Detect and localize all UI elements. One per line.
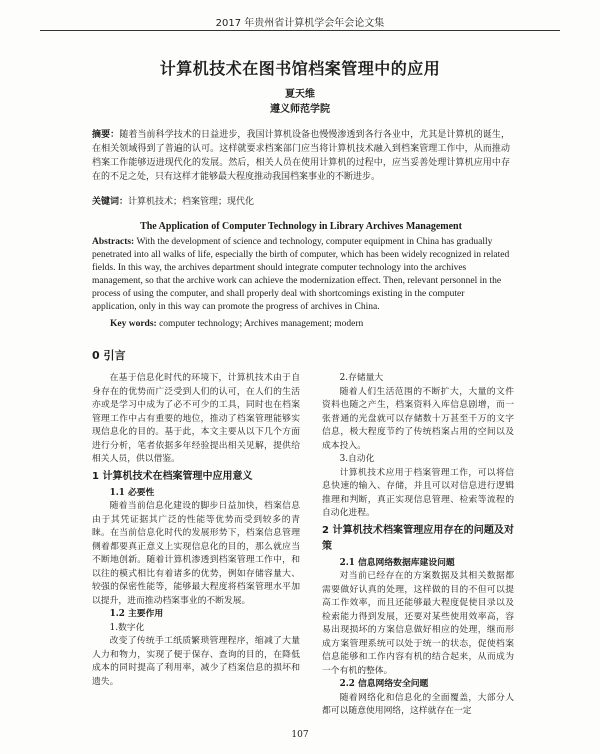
keywords-en-label: Key words: [110, 319, 157, 329]
author-affiliation: 遵义师范学院 [270, 104, 330, 115]
page-number: 107 [291, 730, 309, 740]
keywords-cn-label: 关键词： [92, 197, 129, 207]
keywords-cn-text: 计算机技术；档案管理；现代化 [128, 197, 255, 207]
english-title: The Application of Computer Technology in Library Archives Management [140, 221, 462, 232]
keywords-en-text: computer technology; Archives management; modern [159, 319, 364, 329]
abstract-en-label: Abstracts: [92, 237, 135, 247]
item-3-heading: 3.自动化 [339, 454, 375, 464]
item-1-paragraph: 改变了传统手工纸质繁琐管理程序，缩减了大量人力和物力，实现了便于保存、查询的目的，在降低成本的同时提高了利用率，减少了档案信息的损坏和遗失。 [92, 636, 300, 687]
abstract-en [92, 236, 510, 314]
right-column [322, 372, 514, 719]
keywords-en [110, 318, 510, 331]
abstract-cn [92, 128, 510, 184]
subsection-2-1-paragraph: 对当前已经存在的方案数据及其相关数据都需要做好认真的处理，这样做的目的不但可以提高工作效率，而且还能够最大程度促使目录以及检索能力得到发展，还要对某些使用效率高，容易出现损坏的方案信息做好相应的处理，继而形成方案管理系统可以处于统一的状态，促使档案信息能够和工作内容有机的结合起来，从而成为一个有机的整体。 [322, 571, 514, 676]
subsection-1-1: 1.1 必要性 [109, 487, 155, 498]
abstract-cn-text: 随着当前科学技术的日益进步，我国计算机设备也慢慢渗透到各行各业中，尤其是计算机的诞生，在相关领域得到了普遍的认可。这样就要求档案部门应当将计算机技术融入到档案管理工作中，从而推动档案工作能够迈进现代化的发展。然后，相关人员在使用计算机的过程中，应当妥善处理计算机应用中存在的不足之处，只有这样才能够最大程度推动我国档案事业的不断进步。 [92, 130, 510, 182]
header-rule [40, 30, 560, 31]
subsection-1-2: 1.2 主要作用 [109, 609, 164, 619]
subsection-1-1-paragraph: 随着当前信息化建设的脚步日益加快，档案信息由于其凭证据其广泛的性能等优势而受到较多的青睐。在当前信息化时代的发展形势下，档案信息管理侧着都要真正意义上实现信息化的目的，那么就应当不断地创新。随着计算机渗透到档案管理工作中，和以往的模式相比有着诸多的优势，例如存储容量大、较强的保密性能等，能够最大程度将档案管理水平加以提升，进而推动档案事业的不断发展。 [92, 501, 300, 606]
page-header: 2017 年贵州省计算机学会年会论文集 [215, 18, 385, 29]
item-2-paragraph: 随着人们生活范围的不断扩大，大量的文件资料也随之产生，档案资料入库信息剧增，而一张普通的光盘就可以存储数十万甚至千万的文字信息，极大程度节约了传统档案占用的空间以及成本投入。 [322, 386, 514, 451]
intro-paragraph: 在基于信息化时代的环境下，计算机技术由于自身存在的优势而广泛受到人们的认可，在人们的生活亦或是学习中成为了必不可少的工具，同时也在档案管理工作中占有重要的地位，推动了档案管理能够实现信息化的目的。基于此，本文主要从以下几个方面进行分析，笔者依据多年经验提出相关见解，提供给相关人员，供以借鉴。 [92, 373, 300, 464]
subsection-2-2-paragraph: 随着网络化和信息化的全面覆盖，大部分人都可以随意使用网络，这样就存在一定 [322, 692, 514, 716]
item-2-heading: 2.存储量大 [339, 373, 384, 383]
item-3-paragraph: 计算机技术应用于档案管理工作，可以将信息快速的输入、存储，并且可以对信息进行逻辑推理和判断，真正实现信息管理、检索等流程的自动化进程。 [322, 467, 514, 518]
left-column [92, 372, 300, 689]
author-name: 夏天维 [285, 89, 315, 100]
section-2-heading: 2 计算机技术档案管理应用存在的问题及对策 [322, 524, 514, 552]
subsection-2-1: 2.1 信息网络数据库建设问题 [339, 557, 455, 568]
section-0-heading: 0 引言 [92, 349, 126, 362]
paper-title: 计算机技术在图书馆档案管理中的应用 [159, 59, 441, 78]
item-1-heading: 1.数字化 [109, 622, 145, 633]
section-1-heading: 1 计算机技术在档案管理中应用意义 [92, 470, 253, 482]
keywords-cn [92, 195, 510, 209]
abstract-en-text: With the development of science and technology, computer equipment in China has gradually penetrated into all walks of life, especially the birth of computer, which has been widely recognized in related fields. In this way, the archives department should integrate computer technology into the archives management, so that the archive work can achieve the modernization effect. Then, relevant personnel in the process of using the computer, and shall properly deal with shortcomings existing in the computer application, only in this way can promote the progress of archives in China. [92, 237, 510, 312]
abstract-cn-label: 摘要： [92, 130, 120, 140]
subsection-2-2: 2.2 信息网络安全问题 [339, 679, 429, 689]
